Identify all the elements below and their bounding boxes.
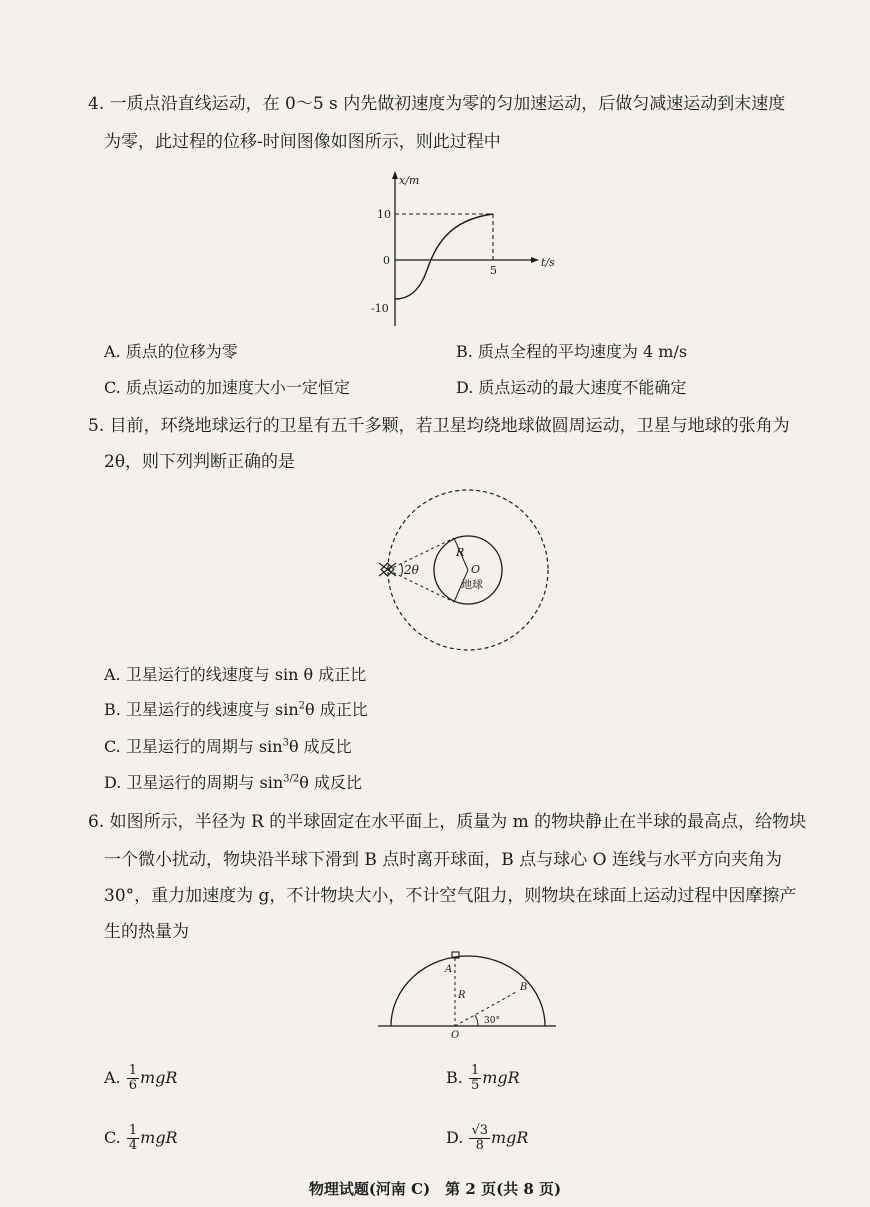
q4-y-axis-label: x/m [399, 174, 420, 187]
q5-radius-label: R [456, 546, 465, 559]
q4-position-time-graph [335, 168, 555, 334]
q5-stem-line1: 5. 目前，环绕地球运行的卫星有五千多颗，若卫星均绕地球做圆周运动，卫星与地球的张角为 [88, 416, 790, 436]
q4-option-b: B. 质点全程的平均速度为 4 m/s [456, 342, 688, 361]
q5-stem-line2: 2θ，则下列判断正确的是 [104, 452, 296, 472]
q4-y-tick-neg10: -10 [371, 302, 389, 315]
q6-stem-line4: 生的热量为 [104, 922, 189, 942]
q4-y-tick-10: 10 [377, 208, 391, 221]
q6-point-b-label: B [520, 982, 528, 993]
q4-option-a: A. 质点的位移为零 [104, 342, 238, 361]
q6-point-a-label: A [445, 964, 453, 975]
q6-stem-line1: 6. 如图所示，半径为 R 的半球固定在水平面上，质量为 m 的物块静止在半球的最高点，给物块 [88, 812, 807, 832]
satellite-icon [379, 563, 396, 576]
q6-option-c: C. $\frac{1}{4}$ mgR [104, 1123, 178, 1153]
q4-stem-line1: 4. 一质点沿直线运动，在 0～5 s 内先做初速度为零的匀加速运动，后做匀减速运动到末速度 [88, 94, 786, 114]
q4-x-axis-label: t/s [541, 256, 555, 269]
q5-earth-label: 地球 [461, 578, 483, 591]
q4-option-c: C. 质点运动的加速度大小一定恒定 [104, 378, 350, 397]
q6-angle-label: 30° [484, 1016, 500, 1026]
q6-radius-label: R [458, 990, 466, 1001]
q5-option-b: B. 卫星运行的线速度与 $\sin^2\theta$ 成正比 [104, 700, 368, 719]
q4-stem-line2: 为零，此过程的位移-时间图像如图所示，则此过程中 [104, 132, 501, 152]
q6-stem-line2: 一个微小扰动，物块沿半球下滑到 B 点时离开球面，B 点与球心 O 连线与水平方向夹角为 [104, 850, 782, 870]
q5-option-c: C. 卫星运行的周期与 $\sin^3\theta$ 成反比 [104, 737, 352, 756]
q4-option-d: D. 质点运动的最大速度不能确定 [456, 378, 687, 397]
q5-satellite-orbit-figure [370, 488, 550, 662]
q6-hemisphere-figure [370, 950, 570, 1046]
q4-y-tick-0: 0 [383, 254, 390, 267]
q4-x-tick-5: 5 [490, 264, 497, 277]
q5-angle-label: 2θ [404, 563, 419, 577]
q6-stem-line3: 30°，重力加速度为 g，不计物块大小，不计空气阻力，则物块在球面上运动过程中因摩擦产 [104, 886, 797, 906]
q5-option-d: D. 卫星运行的周期与 $\sin^{3/2}\theta$ 成反比 [104, 773, 362, 792]
q6-option-b: B. $\frac{1}{5}$ mgR [446, 1063, 520, 1093]
q5-center-label: O [471, 563, 481, 576]
q6-option-d: D. $\frac{√3}{8}$ mgR [446, 1123, 529, 1153]
q5-option-a: A. 卫星运行的线速度与 sin θ 成正比 [104, 665, 367, 684]
page-footer: 物理试题(河南 C) 第 2 页(共 8 页) [308, 1180, 562, 1198]
q6-center-label: O [451, 1030, 460, 1041]
q6-option-a: A. $\frac{1}{6}$ mgR [104, 1063, 178, 1093]
